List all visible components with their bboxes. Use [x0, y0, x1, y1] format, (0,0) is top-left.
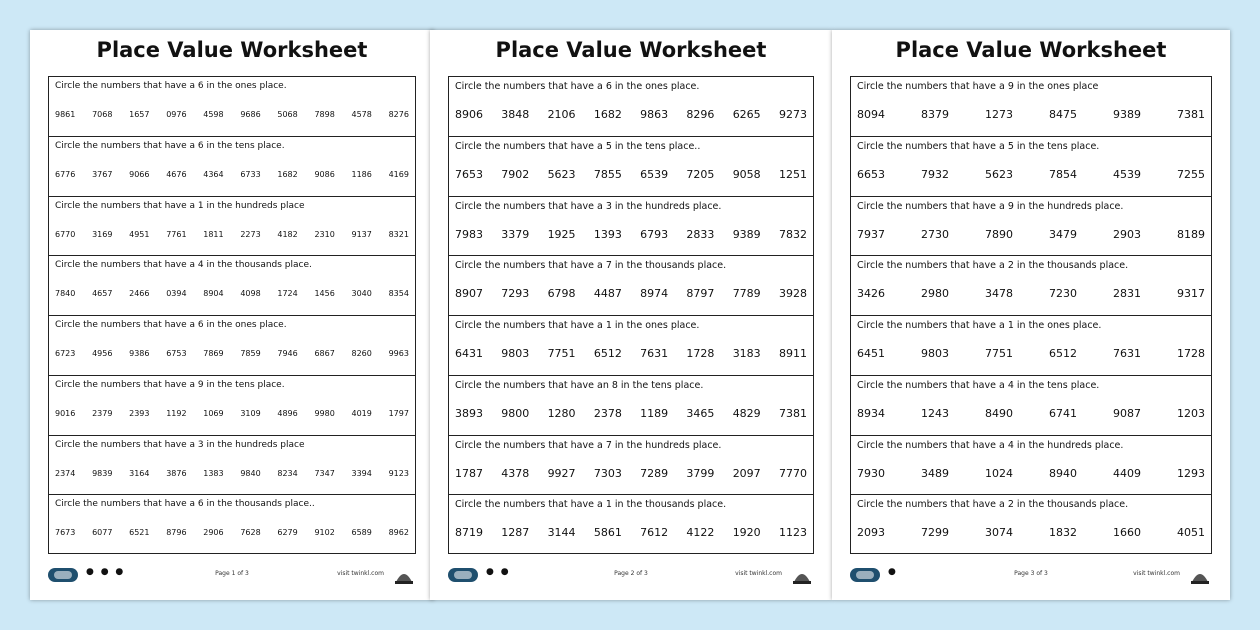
- number-choice[interactable]: 3489: [921, 466, 949, 480]
- number-choice[interactable]: 8934: [857, 406, 885, 420]
- question-prompt: Circle the numbers that have a 3 in the hundreds place: [55, 439, 305, 450]
- number-choice[interactable]: 2379: [92, 408, 113, 418]
- number-choice[interactable]: 8379: [921, 108, 949, 121]
- number-choice[interactable]: 2980: [921, 287, 949, 301]
- number-choice[interactable]: 9980: [314, 408, 335, 418]
- number-choice[interactable]: 2310: [314, 229, 335, 239]
- number-choice[interactable]: 3109: [240, 408, 261, 418]
- number-choice[interactable]: 1660: [1113, 526, 1141, 540]
- page-footer: [850, 564, 1212, 586]
- number-choice[interactable]: 3799: [686, 466, 715, 480]
- question-prompt: Circle the numbers that have a 4 in the tens place.: [857, 379, 1100, 391]
- question-prompt: Circle the numbers that have a 2 in the thousands place.: [857, 260, 1129, 272]
- number-choice[interactable]: 1657: [129, 110, 150, 119]
- question-prompt: Circle the numbers that have a 6 in the tens place.: [55, 140, 285, 151]
- question-row: [449, 436, 813, 496]
- number-choice[interactable]: 6798: [547, 287, 576, 301]
- page-footer: [48, 564, 416, 586]
- number-choice[interactable]: 6589: [351, 528, 372, 538]
- number-choice[interactable]: 5068: [277, 110, 298, 119]
- number-choice[interactable]: 7255: [1177, 167, 1205, 181]
- number-choice[interactable]: 3379: [501, 227, 530, 241]
- number-choice[interactable]: 4098: [240, 289, 261, 299]
- number-choice[interactable]: 6539: [640, 167, 669, 181]
- number-choice[interactable]: 9317: [1177, 287, 1205, 301]
- number-choice[interactable]: 7230: [1049, 287, 1077, 301]
- number-choice[interactable]: 7855: [593, 167, 622, 181]
- question-prompt: Circle the numbers that have a 9 in the hundreds place.: [857, 200, 1124, 212]
- question-row: [851, 77, 1211, 137]
- number-choice[interactable]: 7631: [1113, 347, 1141, 360]
- number-choice[interactable]: 6723: [55, 349, 76, 358]
- number-choice[interactable]: 6776: [55, 169, 76, 179]
- number-choice[interactable]: 3183: [732, 347, 761, 360]
- question-prompt: Circle the numbers that have a 1 in the thousands place.: [455, 499, 727, 511]
- number-choices: [455, 168, 807, 181]
- question-row: [49, 495, 415, 555]
- checked-badge-icon: [790, 564, 814, 586]
- footer-url: visit twinkl.com: [735, 570, 782, 577]
- number-choice[interactable]: 9861: [55, 110, 76, 119]
- number-choice[interactable]: 6793: [640, 227, 669, 241]
- number-choice[interactable]: 7381: [778, 406, 807, 420]
- number-choice[interactable]: 7303: [593, 466, 622, 480]
- number-choices: [455, 108, 807, 121]
- number-choice[interactable]: 6653: [857, 167, 885, 181]
- number-choice[interactable]: 3394: [351, 468, 372, 478]
- number-choice[interactable]: 9863: [640, 108, 669, 121]
- number-choice[interactable]: 8940: [1049, 466, 1077, 480]
- number-choice[interactable]: 8321: [388, 229, 409, 239]
- number-choice[interactable]: 4539: [1113, 167, 1141, 181]
- number-choice[interactable]: 2273: [240, 229, 261, 239]
- question-prompt: Circle the numbers that have a 7 in the thousands place.: [455, 260, 727, 272]
- number-choice[interactable]: 6867: [314, 349, 335, 358]
- number-choice[interactable]: 1293: [1177, 466, 1205, 480]
- number-choice[interactable]: 8906: [455, 108, 483, 121]
- number-choice[interactable]: 8490: [985, 406, 1013, 420]
- number-choice[interactable]: 9840: [240, 468, 261, 478]
- number-choice[interactable]: 3074: [985, 526, 1013, 540]
- question-prompt: Circle the numbers that have a 1 in the ones place.: [455, 320, 700, 331]
- page-number: Page 1 of 3: [215, 570, 249, 577]
- question-row: [49, 316, 415, 376]
- number-choice[interactable]: 3876: [166, 468, 187, 478]
- number-choice[interactable]: 6770: [55, 229, 76, 239]
- number-choice[interactable]: 4676: [166, 169, 187, 179]
- number-choice[interactable]: 3169: [92, 229, 113, 239]
- question-prompt: Circle the numbers that have a 4 in the hundreds place.: [857, 439, 1124, 451]
- number-choices: [455, 287, 807, 300]
- worksheet-page-3: [832, 30, 1230, 600]
- number-choice[interactable]: 6265: [732, 108, 761, 121]
- question-prompt: Circle the numbers that have a 9 in the ones place: [857, 81, 1099, 92]
- question-row: [49, 436, 415, 496]
- number-choice[interactable]: 1728: [1177, 347, 1205, 360]
- number-choice[interactable]: 9686: [240, 110, 261, 119]
- question-row: [851, 316, 1211, 376]
- number-choice[interactable]: 1787: [455, 466, 483, 480]
- number-choices: [55, 110, 409, 119]
- number-choice[interactable]: 9839: [92, 468, 113, 478]
- question-row: [449, 256, 813, 316]
- question-prompt: Circle the numbers that have a 1 in the ones place.: [857, 320, 1102, 331]
- number-choice[interactable]: 1728: [686, 347, 715, 360]
- question-row: [449, 495, 813, 555]
- number-choices: [455, 467, 807, 480]
- number-choices: [55, 349, 409, 358]
- number-choice[interactable]: 7347: [314, 468, 335, 478]
- number-choices: [55, 170, 409, 179]
- number-choice[interactable]: 2833: [686, 227, 715, 241]
- number-choice[interactable]: 4122: [686, 526, 715, 540]
- number-choice[interactable]: 2906: [203, 528, 224, 538]
- number-choice[interactable]: 5623: [985, 167, 1013, 181]
- number-choice[interactable]: 1287: [501, 526, 530, 540]
- number-choice[interactable]: 1251: [778, 167, 807, 181]
- number-choices: [55, 409, 409, 418]
- number-choice[interactable]: 7761: [166, 229, 187, 239]
- number-choice[interactable]: 7930: [857, 466, 885, 480]
- number-choices: [857, 108, 1205, 121]
- number-choice[interactable]: 7628: [240, 528, 261, 538]
- question-row: [49, 197, 415, 257]
- number-choice[interactable]: 8904: [203, 289, 224, 299]
- number-choice[interactable]: 7381: [1177, 108, 1205, 121]
- number-choice[interactable]: 3848: [501, 108, 530, 121]
- number-choice[interactable]: 7890: [985, 227, 1013, 241]
- number-choices: [455, 526, 807, 539]
- number-choice[interactable]: 9800: [501, 406, 530, 420]
- number-choice[interactable]: 7937: [857, 227, 885, 241]
- number-choice[interactable]: 9086: [314, 169, 335, 179]
- footer-url: visit twinkl.com: [337, 570, 384, 577]
- number-choice[interactable]: 7898: [314, 110, 335, 119]
- number-choices: [55, 528, 409, 537]
- number-choice[interactable]: 1024: [985, 466, 1013, 480]
- number-choice[interactable]: 6521: [129, 528, 150, 538]
- number-choice[interactable]: 9389: [1113, 108, 1141, 121]
- question-prompt: Circle the numbers that have a 4 in the thousands place.: [55, 260, 312, 271]
- worksheet-title: Place Value Worksheet: [96, 38, 368, 62]
- number-choice[interactable]: 4378: [501, 466, 530, 480]
- question-row: [851, 495, 1211, 555]
- number-choice[interactable]: 4169: [388, 169, 409, 179]
- number-choice[interactable]: 7299: [921, 526, 949, 540]
- number-choice[interactable]: 1123: [778, 526, 807, 540]
- number-choice[interactable]: 9066: [129, 169, 150, 179]
- number-choices: [455, 228, 807, 241]
- number-choice[interactable]: 1925: [547, 227, 576, 241]
- number-choice[interactable]: 3426: [857, 287, 885, 301]
- number-choice[interactable]: 9927: [547, 466, 576, 480]
- number-choice[interactable]: 7902: [501, 167, 530, 181]
- question-row: [449, 77, 813, 137]
- number-choice[interactable]: 8907: [455, 287, 483, 301]
- question-row: [49, 376, 415, 436]
- number-choice[interactable]: 7673: [55, 528, 76, 538]
- number-choice[interactable]: 1192: [166, 408, 187, 418]
- number-choice[interactable]: 1724: [277, 289, 298, 299]
- number-choice[interactable]: 6512: [593, 347, 622, 360]
- number-choice[interactable]: 8974: [640, 287, 669, 301]
- worksheet-title: Place Value Worksheet: [495, 38, 767, 62]
- number-choices: [55, 289, 409, 298]
- number-choice[interactable]: 6451: [857, 347, 885, 360]
- number-choice[interactable]: 1456: [314, 289, 335, 299]
- number-choice[interactable]: 4364: [203, 169, 224, 179]
- number-choice[interactable]: 2831: [1113, 287, 1141, 301]
- number-choice[interactable]: 8354: [388, 289, 409, 299]
- number-choice[interactable]: 3767: [92, 169, 113, 179]
- number-choices: [857, 467, 1205, 480]
- number-choice[interactable]: 3928: [778, 287, 807, 301]
- number-choice[interactable]: 7205: [686, 167, 715, 181]
- number-choice[interactable]: 4578: [351, 110, 372, 119]
- number-choice[interactable]: 6279: [277, 528, 298, 538]
- number-choices: [857, 347, 1205, 360]
- question-prompt: Circle the numbers that have a 1 in the hundreds place: [55, 200, 305, 211]
- number-choice[interactable]: 7612: [640, 526, 669, 540]
- number-choice[interactable]: 4951: [129, 229, 150, 239]
- number-choice[interactable]: 9963: [388, 349, 409, 358]
- number-choices: [55, 230, 409, 239]
- number-choice[interactable]: 8911: [778, 347, 807, 360]
- number-choice[interactable]: 1811: [203, 229, 224, 239]
- number-choice[interactable]: 7832: [778, 227, 807, 241]
- number-choice[interactable]: 6077: [92, 528, 113, 538]
- number-choice[interactable]: 1682: [277, 169, 298, 179]
- number-choice[interactable]: 4019: [351, 408, 372, 418]
- number-choice[interactable]: 9273: [778, 108, 807, 121]
- number-choice[interactable]: 9137: [351, 229, 372, 239]
- worksheet-page-2: [430, 30, 832, 600]
- number-choice[interactable]: 6753: [166, 349, 187, 358]
- number-choices: [455, 407, 807, 420]
- number-choice[interactable]: 4657: [92, 289, 113, 299]
- number-choice[interactable]: 1203: [1177, 406, 1205, 420]
- number-choice[interactable]: 4896: [277, 408, 298, 418]
- question-prompt: Circle the numbers that have a 2 in the thousands place.: [857, 499, 1129, 511]
- question-row: [449, 376, 813, 436]
- number-choices: [55, 469, 409, 478]
- number-choice[interactable]: 7946: [277, 349, 298, 358]
- number-choice[interactable]: 8797: [686, 287, 715, 301]
- number-choice[interactable]: 1189: [640, 406, 669, 420]
- number-choice[interactable]: 9016: [55, 408, 76, 418]
- number-choice[interactable]: 7770: [778, 466, 807, 480]
- number-choice[interactable]: 6733: [240, 169, 261, 179]
- question-grid: [48, 76, 416, 554]
- number-choices: [455, 347, 807, 360]
- number-choice[interactable]: 7840: [55, 289, 76, 299]
- question-prompt: Circle the numbers that have a 3 in the hundreds place.: [455, 200, 722, 212]
- worksheet-title: Place Value Worksheet: [895, 38, 1167, 62]
- number-choice[interactable]: 3144: [547, 526, 576, 540]
- page-footer: [448, 564, 814, 586]
- number-choice[interactable]: 6431: [455, 347, 483, 360]
- number-choice[interactable]: 8260: [351, 349, 372, 358]
- number-choice[interactable]: 3893: [455, 406, 483, 420]
- number-choice[interactable]: 1069: [203, 408, 224, 418]
- question-row: [49, 137, 415, 197]
- number-choice[interactable]: 8234: [277, 468, 298, 478]
- number-choice[interactable]: 9058: [732, 167, 761, 181]
- number-choice[interactable]: 1832: [1049, 526, 1077, 540]
- number-choice[interactable]: 9389: [732, 227, 761, 241]
- number-choices: [857, 407, 1205, 420]
- number-choice[interactable]: 2378: [593, 406, 622, 420]
- number-choice[interactable]: 6512: [1049, 347, 1077, 360]
- number-choice[interactable]: 8094: [857, 108, 885, 121]
- number-choice[interactable]: 9386: [129, 349, 150, 358]
- question-prompt: Circle the numbers that have a 6 in the ones place.: [455, 81, 700, 92]
- number-choice[interactable]: 2903: [1113, 227, 1141, 241]
- number-choice[interactable]: 2106: [547, 108, 576, 121]
- number-choice[interactable]: 3479: [1049, 227, 1077, 241]
- number-choice[interactable]: 4182: [277, 229, 298, 239]
- number-choice[interactable]: 7653: [455, 167, 483, 181]
- question-prompt: Circle the numbers that have a 7 in the hundreds place.: [455, 439, 722, 451]
- number-choice[interactable]: 7983: [455, 227, 483, 241]
- number-choice[interactable]: 4487: [593, 287, 622, 301]
- number-choice[interactable]: 2466: [129, 289, 150, 299]
- number-choice[interactable]: 8475: [1049, 108, 1077, 121]
- question-row: [851, 197, 1211, 257]
- question-grid: [850, 76, 1212, 554]
- number-choice[interactable]: 7854: [1049, 167, 1077, 181]
- difficulty-dots: ● ● ●: [86, 567, 126, 577]
- number-choice[interactable]: 4956: [92, 349, 113, 358]
- number-choice[interactable]: 7859: [240, 349, 261, 358]
- number-choice[interactable]: 7932: [921, 167, 949, 181]
- question-row: [49, 256, 415, 316]
- checked-badge-icon: [1188, 564, 1212, 586]
- number-choice[interactable]: 4409: [1113, 466, 1141, 480]
- number-choice[interactable]: 7751: [547, 347, 576, 360]
- number-choices: [857, 287, 1205, 300]
- number-choice[interactable]: 0976: [166, 110, 187, 119]
- question-row: [851, 436, 1211, 496]
- number-choice[interactable]: 5861: [593, 526, 622, 540]
- number-choice[interactable]: 3164: [129, 468, 150, 478]
- number-choice[interactable]: 9803: [501, 347, 530, 360]
- question-prompt: Circle the numbers that have a 5 in the tens place.: [857, 140, 1100, 152]
- number-choice[interactable]: 1243: [921, 406, 949, 420]
- number-choice[interactable]: 1393: [593, 227, 622, 241]
- number-choices: [857, 168, 1205, 181]
- question-row: [449, 197, 813, 257]
- number-choices: [857, 228, 1205, 241]
- number-choice[interactable]: 2093: [857, 526, 885, 540]
- question-row: [851, 137, 1211, 197]
- question-prompt: Circle the numbers that have a 6 in the ones place.: [55, 81, 287, 91]
- number-choice[interactable]: 0394: [166, 289, 187, 299]
- number-choice[interactable]: 7289: [640, 466, 669, 480]
- question-row: [851, 376, 1211, 436]
- difficulty-dots: ●: [888, 567, 898, 577]
- number-choice[interactable]: 8296: [686, 108, 715, 121]
- number-choice[interactable]: 8719: [455, 526, 483, 540]
- number-choice[interactable]: 1797: [388, 408, 409, 418]
- question-row: [49, 77, 415, 137]
- question-prompt: Circle the numbers that have a 5 in the tens place..: [455, 140, 701, 152]
- number-choice[interactable]: 5623: [547, 167, 576, 181]
- worksheet-page-1: [30, 30, 434, 600]
- question-prompt: Circle the numbers that have a 9 in the tens place.: [55, 379, 285, 390]
- number-choice[interactable]: 9102: [314, 528, 335, 538]
- number-choice[interactable]: 4051: [1177, 526, 1205, 540]
- number-choice[interactable]: 3465: [686, 406, 715, 420]
- number-choice[interactable]: 8962: [388, 528, 409, 538]
- number-choice[interactable]: 4829: [732, 406, 761, 420]
- number-choice[interactable]: 4598: [203, 110, 224, 119]
- number-choice[interactable]: 7293: [501, 287, 530, 301]
- number-choice[interactable]: 1273: [985, 108, 1013, 121]
- number-choice[interactable]: 2393: [129, 408, 150, 418]
- number-choice[interactable]: 9123: [388, 468, 409, 478]
- number-choice[interactable]: 2097: [732, 466, 761, 480]
- number-choice[interactable]: 7068: [92, 110, 113, 119]
- number-choice[interactable]: 9087: [1113, 406, 1141, 420]
- number-choice[interactable]: 3040: [351, 289, 372, 299]
- number-choice[interactable]: 8189: [1177, 227, 1205, 241]
- number-choice[interactable]: 6741: [1049, 406, 1077, 420]
- number-choice[interactable]: 1383: [203, 468, 224, 478]
- number-choice[interactable]: 7631: [640, 347, 669, 360]
- question-row: [449, 137, 813, 197]
- number-choice[interactable]: 1682: [593, 108, 622, 121]
- footer-url: visit twinkl.com: [1133, 570, 1180, 577]
- question-row: [851, 256, 1211, 316]
- number-choice[interactable]: 2730: [921, 227, 949, 241]
- number-choice[interactable]: 7869: [203, 349, 224, 358]
- question-grid: [448, 76, 814, 554]
- number-choice[interactable]: 7751: [985, 347, 1013, 360]
- number-choice[interactable]: 7789: [732, 287, 761, 301]
- question-prompt: Circle the numbers that have an 8 in the tens place.: [455, 379, 704, 391]
- difficulty-dots: ● ●: [486, 567, 511, 577]
- number-choice[interactable]: 9803: [921, 347, 949, 360]
- number-choices: [857, 526, 1205, 539]
- number-choice[interactable]: 1280: [547, 406, 576, 420]
- number-choice[interactable]: 8796: [166, 528, 187, 538]
- question-row: [449, 316, 813, 376]
- checked-badge-icon: [392, 564, 416, 586]
- page-number: Page 2 of 3: [614, 570, 648, 577]
- page-number: Page 3 of 3: [1014, 570, 1048, 577]
- number-choice[interactable]: 8276: [388, 110, 409, 119]
- number-choice[interactable]: 1920: [732, 526, 761, 540]
- number-choice[interactable]: 2374: [55, 468, 76, 478]
- number-choice[interactable]: 1186: [351, 169, 372, 179]
- question-prompt: Circle the numbers that have a 6 in the thousands place..: [55, 499, 315, 510]
- question-prompt: Circle the numbers that have a 6 in the ones place.: [55, 320, 287, 330]
- number-choice[interactable]: 3478: [985, 287, 1013, 301]
